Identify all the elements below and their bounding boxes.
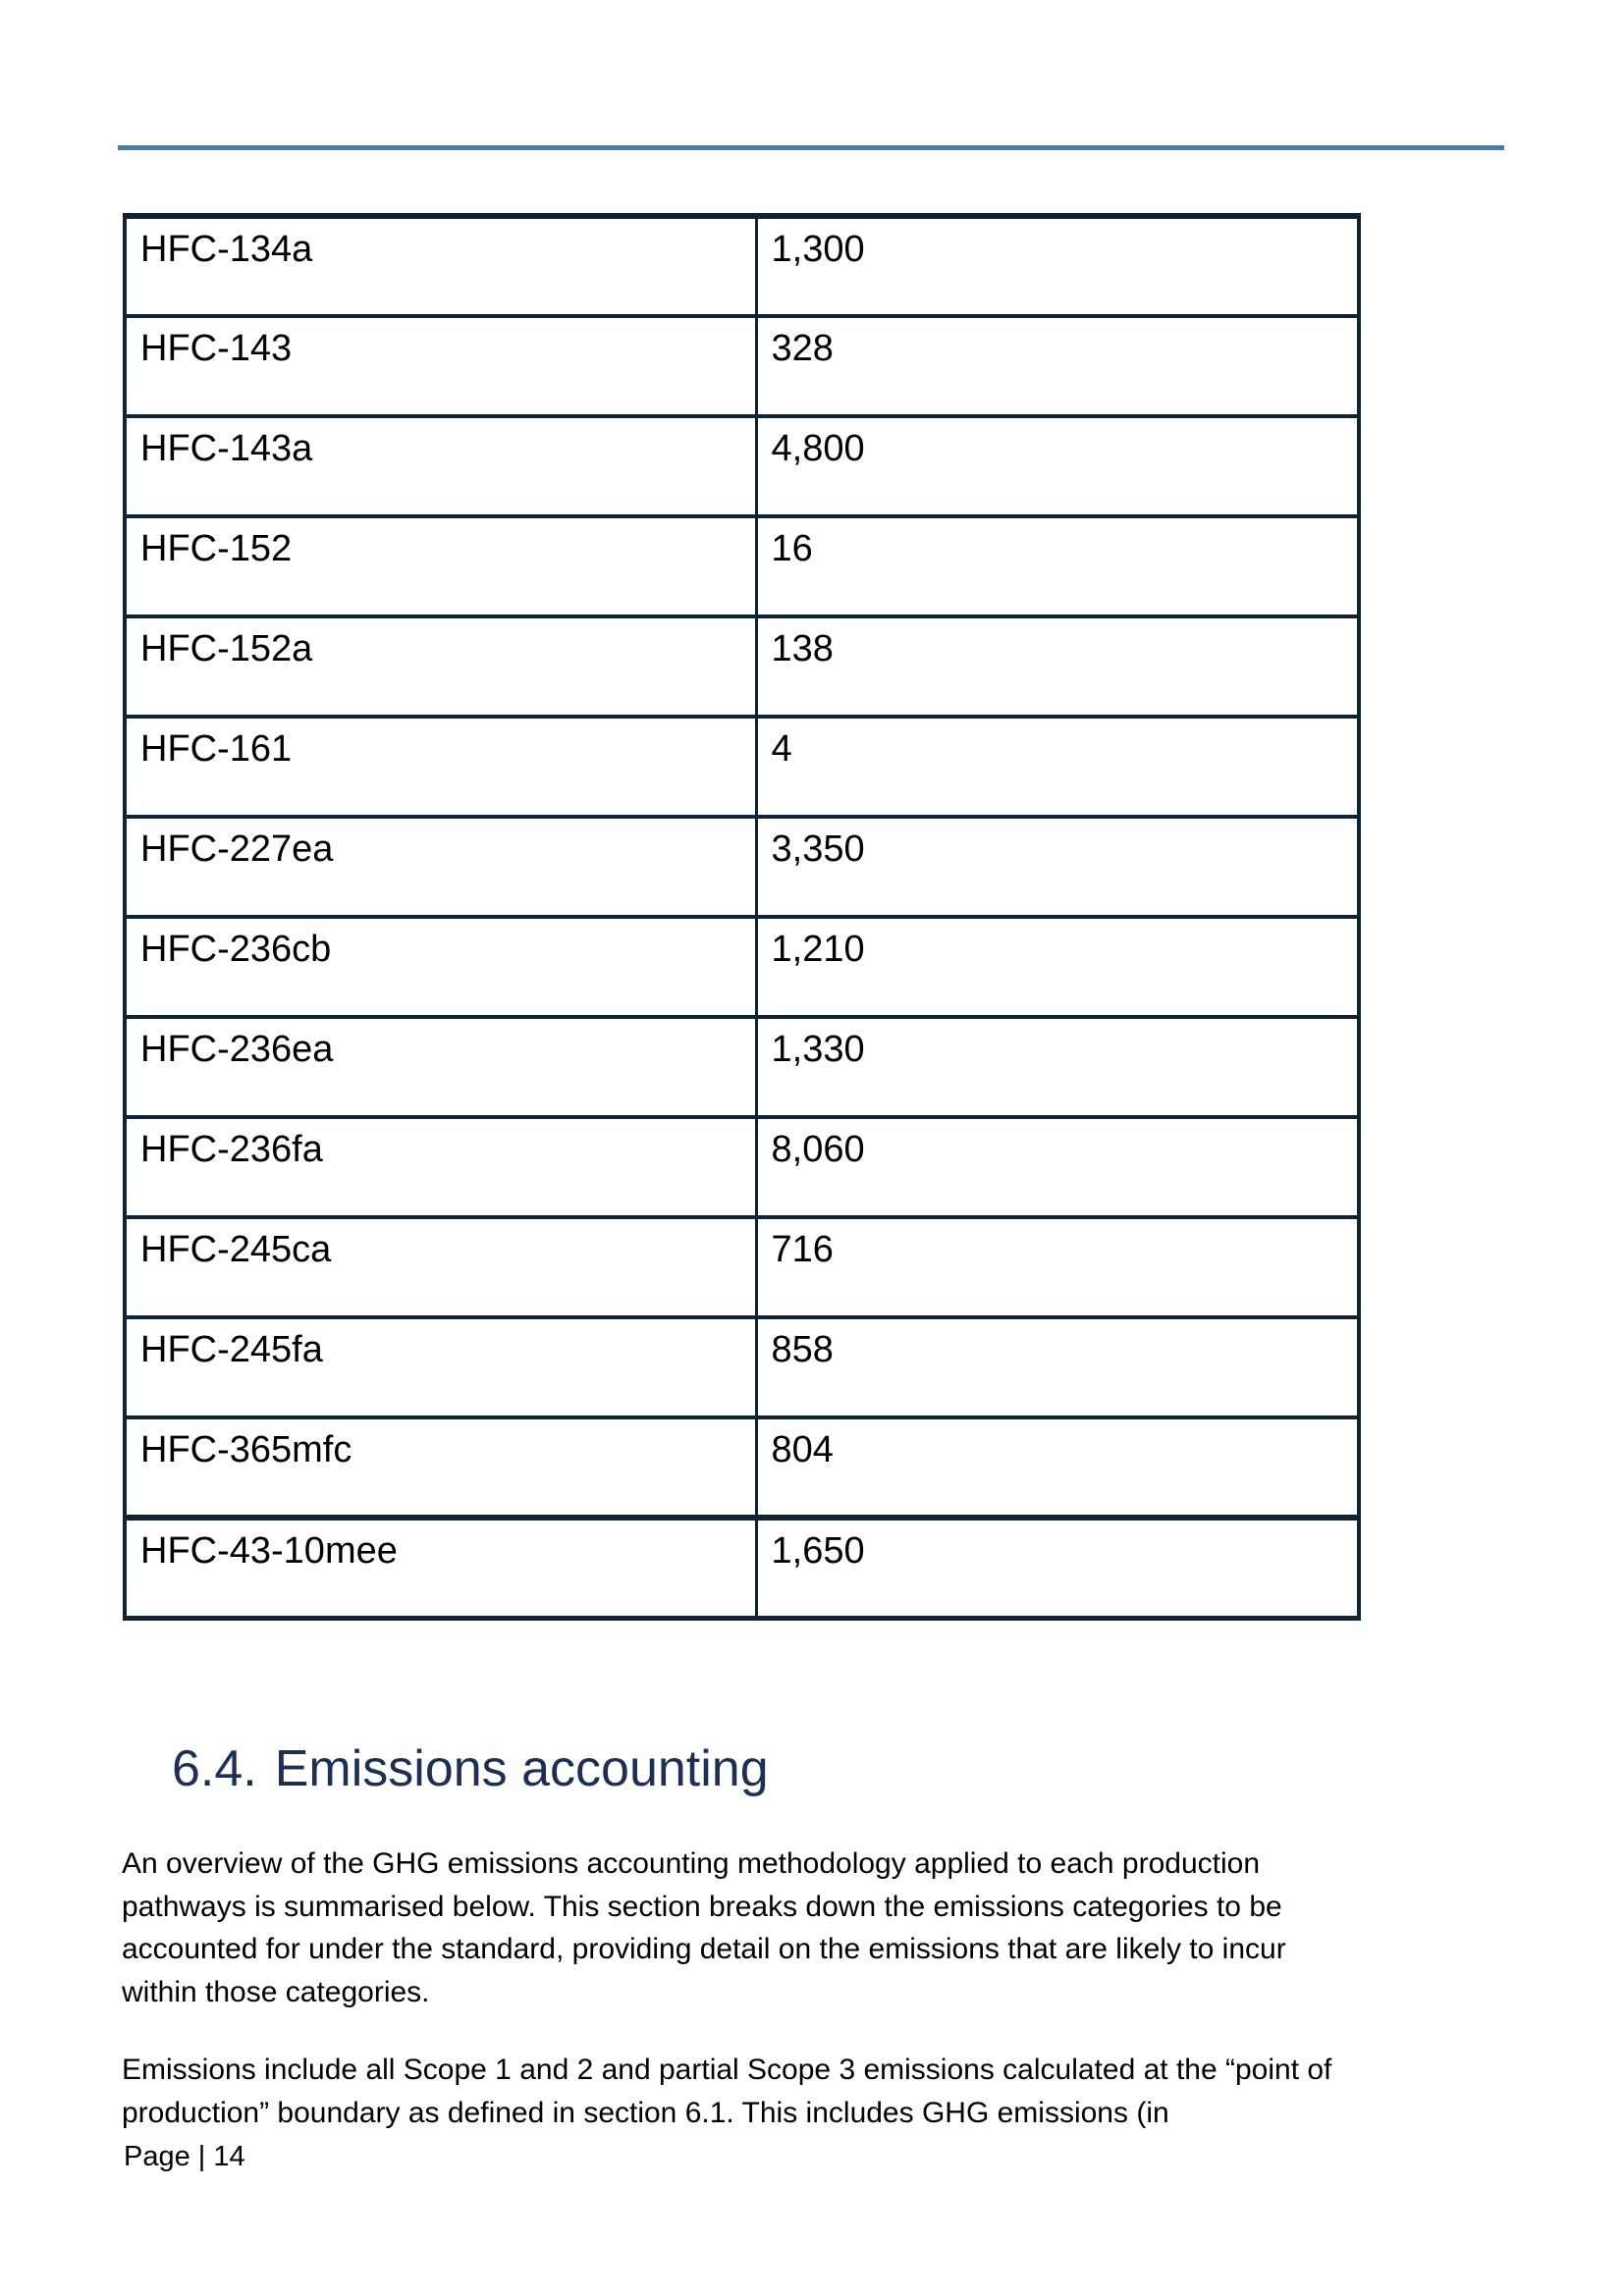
text-line: pathways is summarised below. This section breaks down the emissions categories to be	[122, 1890, 1282, 1923]
gwp-value-cell	[756, 216, 1359, 316]
header-rule	[118, 145, 1504, 150]
gwp-value-cell	[756, 1017, 1359, 1117]
gas-name: HFC-161	[140, 728, 293, 770]
gas-name: HFC-245ca	[140, 1229, 332, 1270]
gwp-value-cell	[756, 416, 1359, 516]
gas-name-cell	[125, 516, 756, 616]
gas-name-cell	[125, 1117, 756, 1217]
gas-name: HFC-245fa	[140, 1329, 323, 1370]
gas-name: HFC-152	[140, 528, 293, 569]
gas-name-cell	[125, 1518, 756, 1618]
gwp-value: 1,300	[771, 229, 865, 270]
gas-name: HFC-143	[140, 328, 293, 369]
gas-name-cell	[125, 416, 756, 516]
table-row	[125, 516, 1359, 616]
gas-name: HFC-134a	[140, 229, 313, 270]
gas-name-cell	[125, 616, 756, 717]
gwp-table-body	[125, 216, 1359, 1618]
text-line: Emissions include all Scope 1 and 2 and partial Scope 3 emissions calculated at the “point of	[122, 2054, 1332, 2086]
text-line: accounted for under the standard, providing detail on the emissions that are likely to incur	[122, 1933, 1286, 1965]
gwp-value-cell	[756, 516, 1359, 616]
gas-name-cell	[125, 316, 756, 416]
gwp-value-cell	[756, 1417, 1359, 1518]
gwp-value: 1,210	[771, 929, 865, 970]
gwp-value-cell	[756, 1317, 1359, 1417]
gwp-value-cell	[756, 1518, 1359, 1618]
section-heading	[172, 1738, 769, 1799]
gas-name-cell	[125, 1217, 756, 1317]
text-line: within those categories.	[122, 1975, 430, 2008]
text-line: production” boundary as defined in section 6.1. This includes GHG emissions (in	[122, 2096, 1169, 2129]
gas-name: HFC-365mfc	[140, 1429, 352, 1470]
gwp-value: 328	[771, 328, 834, 369]
gwp-value: 4	[771, 728, 792, 770]
gwp-value-cell	[756, 717, 1359, 817]
gwp-value: 3,350	[771, 828, 865, 870]
gwp-value-cell	[756, 616, 1359, 717]
gwp-value: 4,800	[771, 428, 865, 469]
page-number-footer: Page | 14	[124, 2141, 245, 2172]
paragraph-emissions-scope	[122, 2049, 1331, 2134]
gwp-value: 1,330	[771, 1029, 865, 1070]
table-row	[125, 316, 1359, 416]
gas-name: HFC-236cb	[140, 929, 332, 970]
table-row	[125, 1317, 1359, 1417]
gwp-value: 716	[771, 1229, 834, 1270]
gas-name: HFC-152a	[140, 628, 313, 669]
gas-name-cell	[125, 1317, 756, 1417]
table-row	[125, 616, 1359, 717]
table-row	[125, 1117, 1359, 1217]
gas-name-cell	[125, 817, 756, 917]
table-row	[125, 416, 1359, 516]
table-row	[125, 1518, 1359, 1618]
gwp-value: 8,060	[771, 1129, 865, 1170]
table-row	[125, 817, 1359, 917]
table-row	[125, 917, 1359, 1017]
gas-name-cell	[125, 1417, 756, 1518]
paragraph-overview	[122, 1842, 1286, 2013]
gas-name: HFC-236fa	[140, 1129, 323, 1170]
gwp-value: 858	[771, 1329, 834, 1370]
gwp-value: 804	[771, 1429, 834, 1470]
gas-name: HFC-227ea	[140, 828, 334, 870]
text-line: An overview of the GHG emissions accounting methodology applied to each production	[122, 1847, 1260, 1880]
gas-name: HFC-236ea	[140, 1029, 334, 1070]
section-title: Emissions accounting	[274, 1740, 769, 1797]
table-row	[125, 1017, 1359, 1117]
table-row	[125, 717, 1359, 817]
gas-name-cell	[125, 917, 756, 1017]
gwp-value: 1,650	[771, 1530, 865, 1572]
gwp-value-cell	[756, 817, 1359, 917]
gwp-value-cell	[756, 1217, 1359, 1317]
gwp-value-cell	[756, 917, 1359, 1017]
table-row	[125, 216, 1359, 316]
gas-name-cell	[125, 1017, 756, 1117]
gas-name-cell	[125, 216, 756, 316]
gwp-value-cell	[756, 316, 1359, 416]
gas-name: HFC-143a	[140, 428, 313, 469]
gas-name: HFC-43-10mee	[140, 1530, 398, 1572]
gas-name-cell	[125, 717, 756, 817]
table-row	[125, 1417, 1359, 1518]
table-row	[125, 1217, 1359, 1317]
gwp-value-cell	[756, 1117, 1359, 1217]
gwp-value: 138	[771, 628, 834, 669]
gwp-table	[123, 213, 1361, 1621]
section-number: 6.4.	[172, 1740, 257, 1797]
gwp-value: 16	[771, 528, 813, 569]
